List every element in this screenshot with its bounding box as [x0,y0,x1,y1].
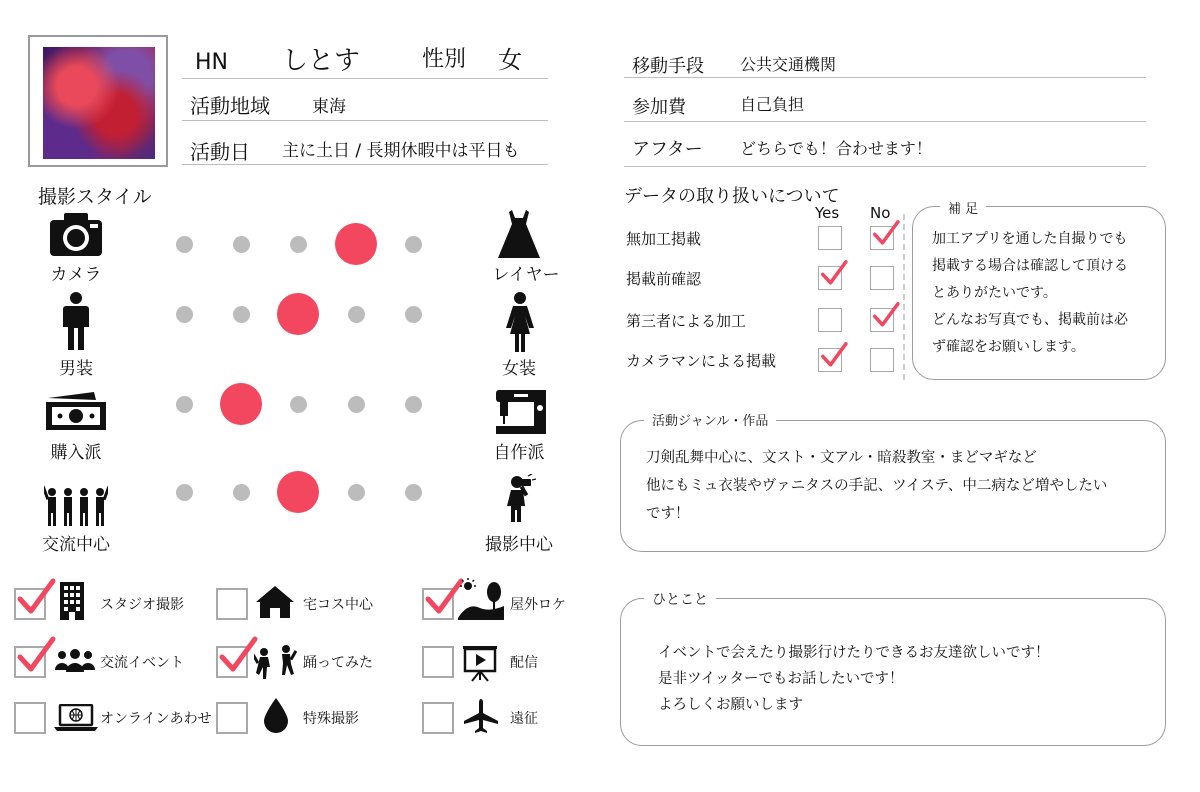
scale-right-label: 女装 [502,359,536,379]
scale-dot[interactable] [233,306,250,323]
comment-line: よろしくお願いします [658,697,803,713]
scale-dot[interactable] [176,306,193,323]
scale-dot[interactable] [405,484,422,501]
profile-photo-image [43,47,155,159]
data-handling-title: データの取り扱いについて [624,186,840,207]
divider [182,120,548,121]
scale-left-label: 購入派 [50,443,102,463]
divider [182,164,548,165]
scale-dot[interactable] [176,236,193,253]
scale-dot[interactable] [348,484,365,501]
scale-left-label: 男装 [59,359,93,379]
option-checkbox[interactable] [216,702,248,734]
scale-dot[interactable] [348,306,365,323]
days-label: 活動日 [190,140,250,164]
money-icon [44,390,108,434]
option-label: 宅コス中心 [303,597,373,613]
man-icon [60,292,92,352]
outdoor-icon [458,578,504,620]
data-handling-no-checkbox[interactable] [870,266,894,290]
checkmark-icon [218,634,258,676]
scale-dot[interactable] [290,396,307,413]
divider [624,166,1146,167]
transport-value: 公共交通機関 [740,55,837,74]
divider [624,121,1146,122]
fee-value: 自己負担 [740,95,805,114]
genre-line: 他にもミュ衣装やヴァニタスの手記、ツイステ、中二病など増やしたい [646,478,1108,494]
airplane-icon [464,698,500,734]
supplement-line: 掲載する場合は確認して頂ける [932,258,1128,274]
option-label: 踊ってみた [303,655,373,671]
scale-dot[interactable] [348,396,365,413]
option-checkbox[interactable] [422,646,454,678]
option-label: 遠征 [510,711,538,727]
supplement-line: ず確認をお願いします。 [932,339,1085,355]
no-header: No [870,204,891,222]
data-handling-yes-checkbox[interactable] [818,308,842,332]
scale-marker-selected[interactable] [277,293,319,335]
group-icon [44,484,108,528]
checkmark-icon [872,218,900,248]
data-handling-no-checkbox[interactable] [870,348,894,372]
hn-value: しとす [282,46,361,76]
camera-icon [48,210,104,258]
woman-icon [504,292,536,352]
checkmark-icon [16,634,56,676]
comment-line: 是非ツイッターでもお話したいです！ [658,671,904,687]
supplement-line: どんなお写真でも、掲載前は必 [932,312,1128,328]
sewing-machine-icon [494,388,548,436]
laptop-icon [54,704,98,732]
scale-dot[interactable] [405,306,422,323]
building-icon [60,582,84,620]
scale-dot[interactable] [405,236,422,253]
gender-value: 女 [498,46,522,74]
checkmark-icon [16,576,56,618]
option-label: 屋外ロケ [510,597,566,613]
house-icon [254,584,296,620]
fee-label: 参加費 [632,97,686,118]
comment-line: イベントで会えたり撮影行けたりできるお友達欲しいです！ [658,645,1050,661]
yes-header: Yes [815,204,840,222]
dashed-divider [902,214,906,380]
area-value: 東海 [312,97,346,117]
comment-text [658,640,1050,718]
drop-icon [262,696,290,734]
scale-dot[interactable] [233,236,250,253]
scale-right-label: 撮影中心 [485,535,553,555]
checkmark-icon [820,258,848,288]
data-handling-label: 無加工掲載 [626,230,702,248]
data-handling-label: 第三者による加工 [626,312,747,330]
genre-line: 刀剣乱舞中心に、文スト・文アル・暗殺教室・まどマギなど [646,450,1037,466]
scale-dot[interactable] [290,236,307,253]
option-label: スタジオ撮影 [100,597,184,613]
scale-left-label: カメラ [50,265,102,285]
option-label: 配信 [510,655,538,671]
option-checkbox[interactable] [216,588,248,620]
hn-label: HN [195,50,228,75]
data-handling-label: カメラマンによる掲載 [626,352,777,370]
checkmark-icon [820,340,848,370]
days-value: 主に土日 / 長期休暇中は平日も [282,141,520,161]
genre-title: 活動ジャンル・作品 [644,410,776,429]
genre-text [646,444,1107,528]
divider [624,77,1146,78]
supplement-line: とありがたいです。 [932,285,1057,301]
scale-dot[interactable] [176,484,193,501]
scale-right-label: 自作派 [493,443,545,463]
data-handling-label: 掲載前確認 [626,270,702,288]
supplement-line: 加工アプリを通した自撮りでも [932,231,1128,247]
area-label: 活動地域 [190,94,270,118]
option-checkbox[interactable] [422,702,454,734]
option-label: オンラインあわせ [100,711,212,727]
profile-photo [28,35,168,167]
data-handling-yes-checkbox[interactable] [818,226,842,250]
after-value: どちらでも！合わせます！ [740,139,932,158]
option-label: 特殊撮影 [303,711,359,727]
option-label: 交流イベント [100,655,184,671]
scale-marker-selected[interactable] [277,471,319,513]
dress-icon [496,208,542,260]
scale-dot[interactable] [405,396,422,413]
comment-title: ひとこと [644,589,716,609]
checkmark-icon [872,300,900,330]
scale-marker-selected[interactable] [335,223,377,265]
supplement-text [932,226,1128,361]
scale-dot[interactable] [233,484,250,501]
photographer-icon [502,474,536,524]
gender-label: 性別 [422,47,467,72]
scale-marker-selected[interactable] [220,383,262,425]
presentation-icon [462,644,498,682]
divider [182,78,548,79]
option-checkbox[interactable] [14,702,46,734]
scale-left-label: 交流中心 [42,535,110,555]
supplement-title: 補 足 [940,198,986,217]
people-icon [54,648,96,674]
after-label: アフター [632,139,703,160]
genre-line: です！ [646,506,690,522]
transport-label: 移動手段 [632,56,704,77]
scale-right-label: レイヤー [492,265,560,285]
dance-icon [254,644,298,680]
style-title: 撮影スタイル [38,186,152,208]
scale-dot[interactable] [176,396,193,413]
